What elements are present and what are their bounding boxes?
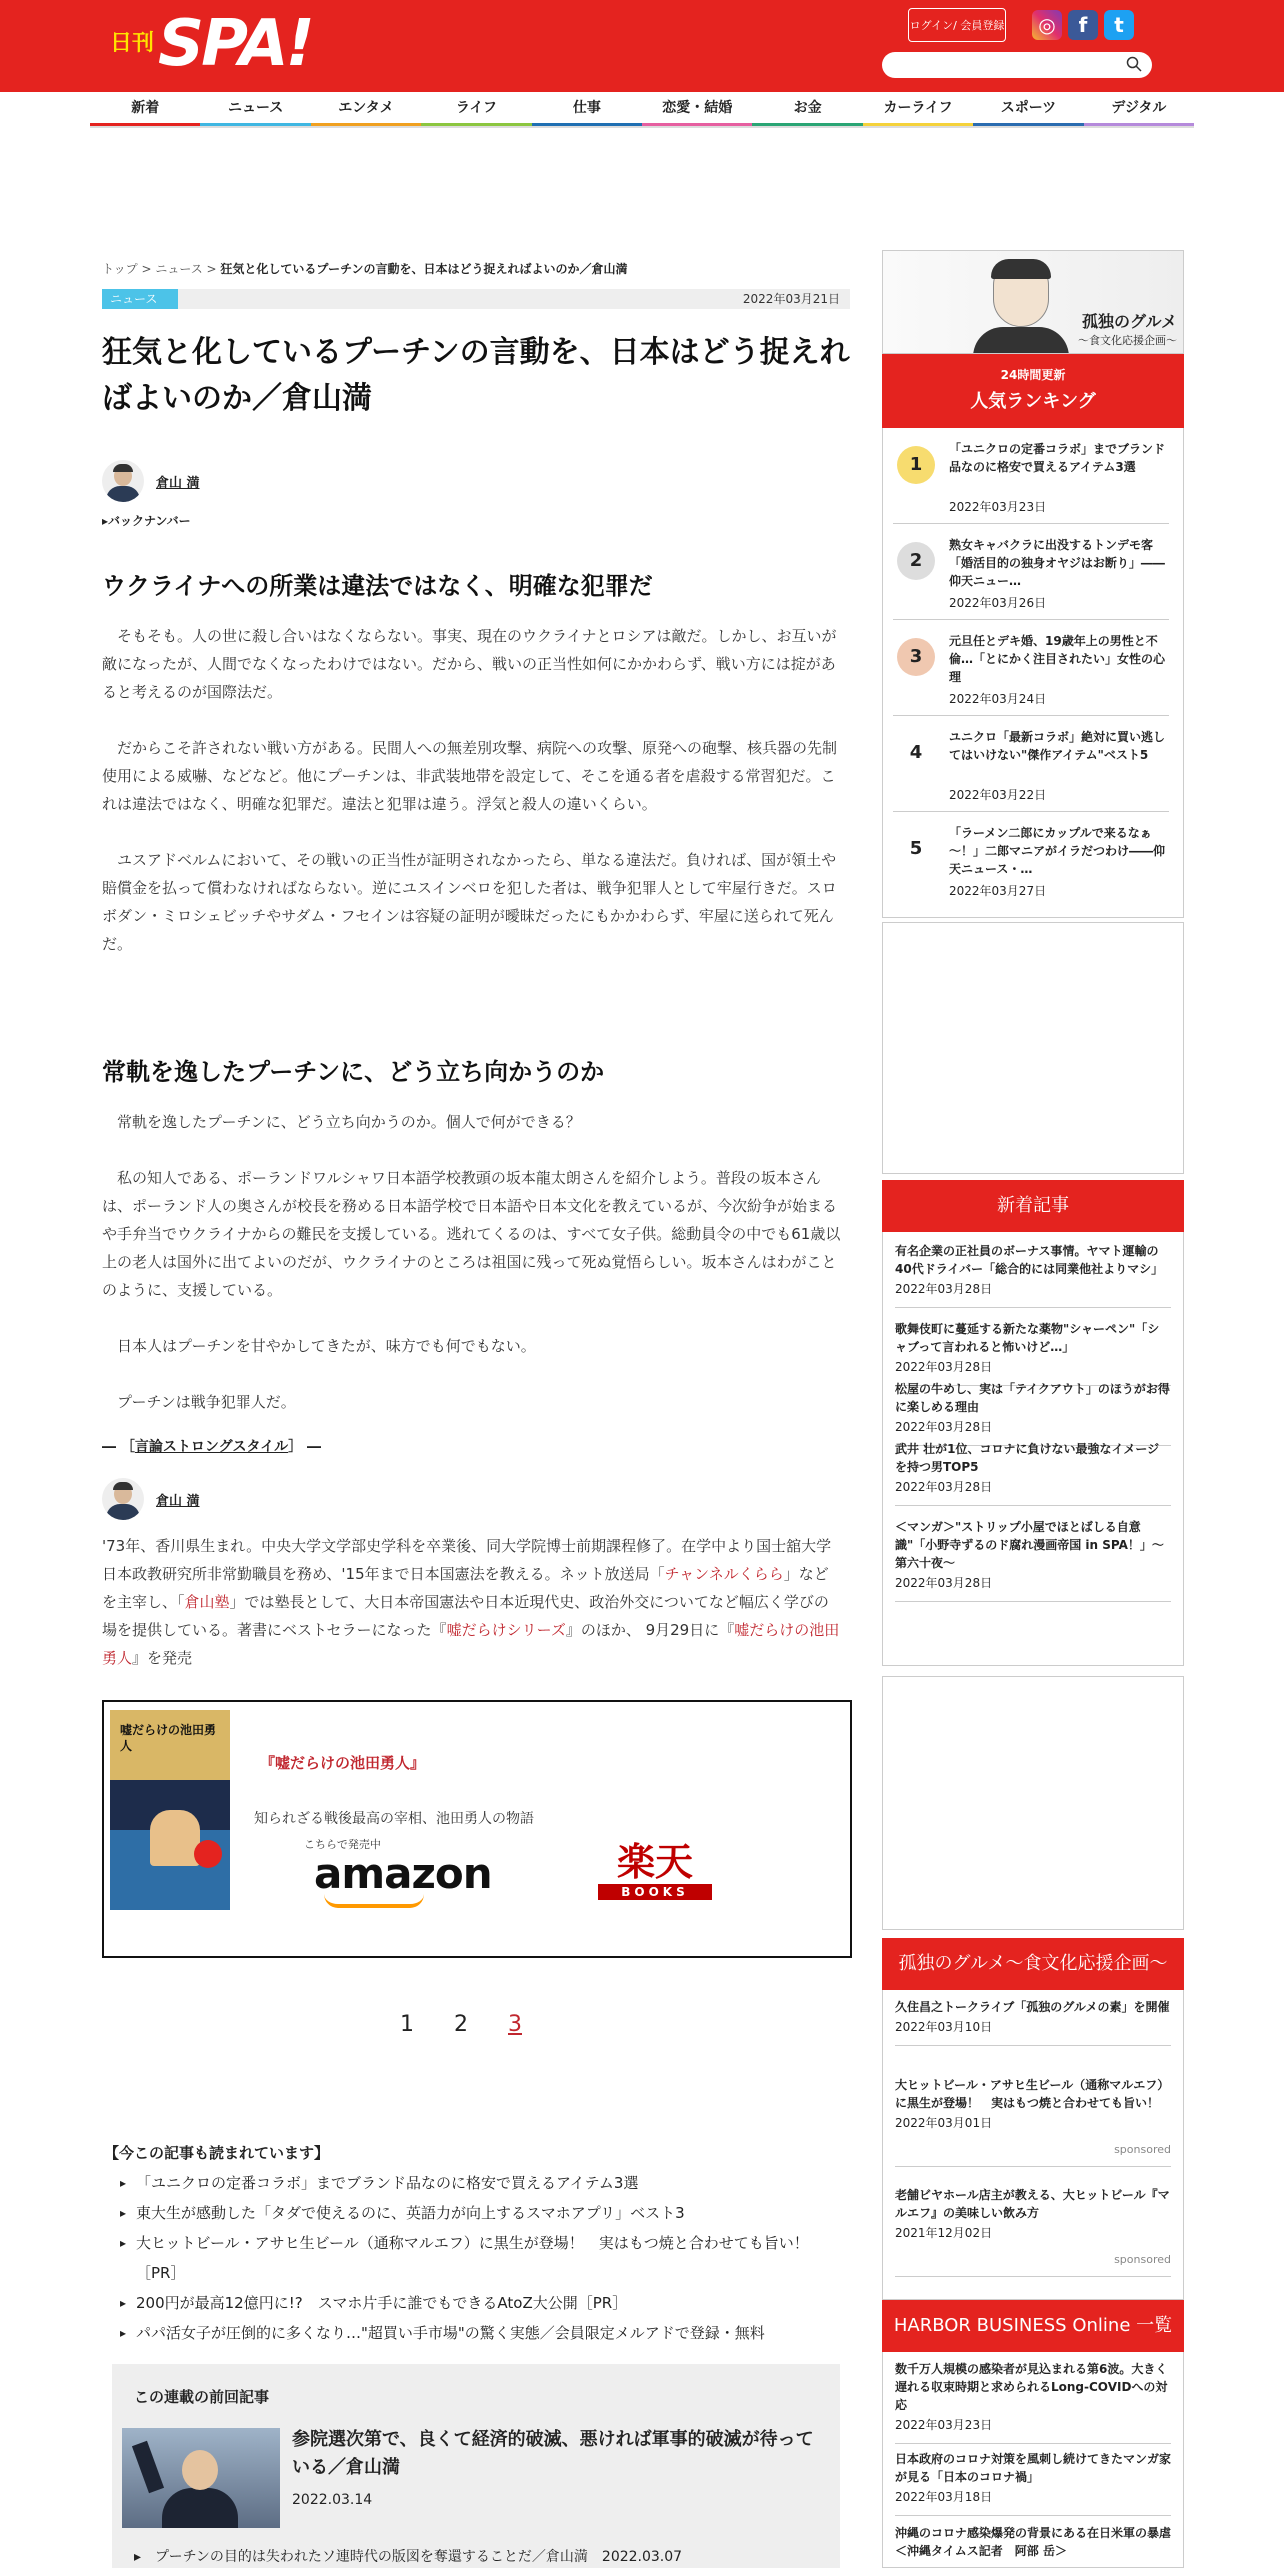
ad-slot[interactable] [882, 1676, 1184, 1930]
search-input[interactable] [882, 52, 1152, 78]
book-description: 知られざる戦後最高の宰相、池田勇人の物語 [254, 1811, 534, 1827]
related-item[interactable]: ▸ 大ヒットビール・アサヒ生ビール（通称マルエフ）に黒生が登場！ 実はもつ焼と合わせても旨い！［PR］ [110, 2228, 850, 2288]
hb-item-title: 数千万人規模の感染者が見込まれる第6波。大きく遅れる収束時期と求められるLong-COVIDへの対応 [895, 2362, 1168, 2412]
harbor-business-list [882, 2352, 1184, 2568]
section-heading-2: 常軌を逸したプーチンに、どう立ち向かうのか [102, 1058, 605, 1086]
hb-item-date: 2022年03月18日 [895, 2490, 993, 2504]
breadcrumb-sep: > [202, 262, 221, 276]
book-cover-image[interactable] [110, 1710, 230, 1910]
section-heading-1: ウクライナへの所業は違法ではなく、明確な犯罪だ [102, 572, 653, 600]
banner-text [1078, 309, 1177, 348]
rakuten-logo: 楽天 [616, 1840, 693, 1884]
new-article-item[interactable] [895, 1380, 1171, 1446]
kodoku-gourmet-list [882, 1990, 1184, 2300]
rank-number: 4 [897, 734, 935, 772]
author-row [102, 460, 200, 502]
ranking-item-date: 2022年03月24日 [949, 692, 1047, 706]
series-bracket: ― ［ [102, 1439, 135, 1455]
related-item[interactable]: ▸ 「ユニクロの定番コラボ」までブランド品なのに格安で買えるアイテム3選 [110, 2168, 850, 2198]
previous-article-thumbnail[interactable] [122, 2428, 280, 2528]
new-article-item-title: 有名企業の正社員のボーナス事情。ヤマト運輸の40代ドライバー「総合的には同業他社よりマシ」 [895, 1244, 1164, 1276]
breadcrumb-sep: > [137, 262, 156, 276]
amazon-caption: こちらで発売中 [304, 1838, 381, 1851]
rakuten-books-label: BOOKS [598, 1884, 712, 1900]
ranking-item-title: 「ユニクロの定番コラボ」までブランド品なのに格安で買えるアイテム3選 [949, 442, 1166, 474]
bio-link[interactable]: チャンネルくらら [664, 1565, 784, 1583]
category-label[interactable]: ニュース [102, 289, 178, 309]
ranking-header [882, 354, 1184, 428]
kodoku-item-date: 2022年03月10日 [895, 2020, 993, 2034]
ranking-item[interactable] [893, 524, 1169, 620]
new-article-item[interactable] [895, 1320, 1171, 1386]
previous-article-date: 2022.03.14 [292, 2492, 373, 2508]
new-article-item-title: 武井 壮が1位、コロナに負けない最強なイメージを持つ男TOP5 [895, 1442, 1160, 1474]
bio-link[interactable]: 倉山塾 [184, 1593, 230, 1611]
ranking-item-title: 「ラーメン二郎にカップルで来るなぁ～！」二郎マニアがイラだつわけ――仰天ニュース・… [949, 826, 1166, 876]
related-item[interactable]: ▸ パパ活女子が圧倒的に多くなり…"超買い手市場"の驚く実態／会員限定メルアドで登録・無料 [110, 2318, 850, 2348]
related-heading: 【今この記事も読まれています】 [104, 2144, 330, 2162]
book-cover-title: 嘘だらけの池田勇人 [120, 1723, 217, 1753]
new-article-item-title: 松屋の牛めし、実は「テイクアウト」のほうがお得に楽しめる理由 [895, 1382, 1170, 1414]
kodoku-item-title: 老舗ビヤホール店主が教える、大ヒットビール『マルエフ』の美味しい飲み方 [895, 2188, 1170, 2220]
kodoku-item-title: 大ヒットビール・アサヒ生ビール（通称マルエフ）に黒生が登場！ 実はもつ焼と合わせても旨い！ [895, 2078, 1170, 2110]
bio-text: 」では塾長として、大日本帝国憲法や日本近現代史、政治外交についてなど幅広く学びの場を提供している。著書にベストセラーになった『 [102, 1593, 829, 1639]
nav-item[interactable]: 新着 [90, 92, 200, 126]
breadcrumb-top[interactable]: トップ [102, 262, 138, 276]
ranking-item-date: 2022年03月27日 [949, 884, 1047, 898]
sponsored-label: sponsored [1114, 2143, 1171, 2156]
banner-illustration [973, 261, 1063, 354]
nav-item[interactable]: ライフ [421, 92, 531, 126]
rakuten-books-button[interactable] [598, 1840, 712, 1904]
new-article-item-date: 2022年03月28日 [895, 1360, 993, 1374]
series-link[interactable]: 言論ストロングスタイル [134, 1439, 289, 1455]
page-link-current[interactable]: 3 [508, 2012, 522, 2037]
nav-item[interactable]: 仕事 [532, 92, 642, 126]
series-tag [102, 1436, 321, 1456]
avatar[interactable] [102, 460, 144, 502]
site-logo[interactable] [110, 7, 312, 81]
ranking-item[interactable] [893, 620, 1169, 716]
new-article-item[interactable] [895, 1440, 1171, 1506]
nav-item[interactable]: お金 [752, 92, 862, 126]
ranking-item-date: 2022年03月23日 [949, 500, 1047, 514]
ranking-item-title: 元旦任とデキ婚、19歳年上の男性と不倫…「とにかく注目されたい」女性の心理 [949, 634, 1166, 684]
ranking-list [882, 428, 1184, 918]
article-meta [102, 289, 850, 309]
new-articles-list [882, 1232, 1184, 1666]
ranking-item-title: 熟女キャバクラに出没するトンデモ客「婚活目的の独身オヤジはお断り」――仰天ニュー… [949, 538, 1165, 588]
new-article-item-date: 2022年03月28日 [895, 1576, 993, 1590]
ranking-item[interactable] [893, 812, 1169, 908]
avatar[interactable] [102, 1478, 144, 1520]
article-paragraph: そもそも。人の世に殺し合いはなくならない。事実、現在のウクライナとロシアは敵だ。しかし、お互いが敵になったが、人間でなくなったわけではない。だから、戦いの正当性如何にかかわらず、戦い方には掟があると考えるのが国際法だ。 [102, 627, 837, 701]
hb-item-title: 沖縄のコロナ感染爆発の背景にある在日米軍の暴虐＜沖縄タイムス記者 阿部 岳＞ [895, 2526, 1172, 2558]
author-link[interactable]: 倉山 満 [156, 1493, 200, 1509]
page-link[interactable]: 1 [400, 2012, 414, 2037]
sponsored-label: sponsored [1114, 2253, 1171, 2266]
ranking-update-label: 24時間更新 [1000, 368, 1066, 382]
instagram-icon[interactable]: ◎ [1032, 10, 1062, 40]
previous-article-heading: この連載の前回記事 [134, 2388, 270, 2406]
article-paragraph: プーチンは戦争犯罪人だ。 [117, 1393, 296, 1411]
logo-spa: SPA! [158, 7, 312, 81]
ranking-item[interactable] [893, 716, 1169, 812]
search-icon[interactable] [1126, 56, 1142, 72]
new-article-item-title: ＜マンガ＞"ストリップ小屋でほとばしる自意識"「小野寺ずるのド腐れ漫画帝国 in SPA！」～第六十夜～ [895, 1520, 1164, 1570]
nav-item[interactable]: 恋愛・結婚 [642, 92, 752, 126]
related-item[interactable]: ▸ 200円が最高12億円に!? スマホ片手に誰でもできるAtoZ大公開［PR］ [110, 2288, 850, 2318]
ranking-item[interactable] [893, 428, 1169, 524]
page-title: 狂気と化しているプーチンの言動を、日本はどう捉えればよいのか／倉山満 [102, 335, 850, 416]
banner-title: 孤独のグルメ [1081, 312, 1177, 331]
author-row [102, 1478, 200, 1520]
header-bar [0, 0, 1284, 92]
login-button[interactable]: ログイン/ 会員登録 [908, 8, 1006, 42]
pagination [400, 2012, 522, 2037]
ranking-item-date: 2022年03月26日 [949, 596, 1047, 610]
new-article-item[interactable] [895, 1518, 1171, 1602]
amazon-button[interactable] [304, 1836, 492, 1912]
bio-link[interactable]: 嘘だらけシリーズ [446, 1621, 566, 1639]
kodoku-gourmet-header: 孤独のグルメ～食文化応援企画～ [882, 1938, 1184, 1990]
bio-link[interactable]: 嘘だらけの池田勇人 [102, 1621, 840, 1667]
twitter-icon[interactable]: t [1104, 10, 1134, 40]
kodoku-item[interactable] [895, 2186, 1171, 2277]
book-promo [102, 1700, 852, 1958]
ranking-item-title: ユニクロ「最新コラボ」絶対に買い逃してはいけない"傑作アイテム"ベスト5 [949, 730, 1166, 762]
kodoku-item-date: 2021年12月02日 [895, 2226, 993, 2240]
hb-item[interactable] [895, 2524, 1171, 2568]
facebook-icon[interactable]: f [1068, 10, 1098, 40]
new-article-item[interactable] [895, 1242, 1171, 1308]
kodoku-item-date: 2022年03月01日 [895, 2116, 993, 2130]
related-item[interactable]: ▸ 東大生が感動した「タダで使えるのに、英語力が向上するスマホアプリ」ベスト3 [110, 2198, 850, 2228]
rank-number: 5 [897, 830, 935, 868]
kodoku-item-title: 久住昌之トークライブ「孤独のグルメの素」を開催 [895, 2000, 1170, 2014]
page-link[interactable]: 2 [454, 2012, 468, 2037]
rank-number: 1 [897, 446, 935, 484]
article-paragraph: だからこそ許されない戦い方がある。民間人への無差別攻撃、病院への攻撃、原発への砲撃、核兵器の先制使用による威嚇、などなど。他にプーチンは、非武装地帯を設定して、そこを通る者を虐殺する常習犯だ。これは違法ではなく、明確な犯罪だ。違法と犯罪は違う。浮気と殺人の違いくらい。 [102, 739, 838, 813]
new-articles-header: 新着記事 [882, 1180, 1184, 1232]
breadcrumb-news[interactable]: ニュース [155, 262, 203, 276]
previous-article-box [112, 2364, 840, 2568]
book-title-link[interactable]: 『嘘だらけの池田勇人』 [260, 1754, 426, 1772]
kodoku-item[interactable] [895, 2076, 1171, 2167]
bio-text: 」などを主宰し、「 [102, 1565, 829, 1611]
older-article-link[interactable]: ▸ プーチンの目的は失われたソ連時代の版図を奪還することだ／倉山満 2022.03.07 [134, 2549, 683, 2565]
article-paragraph: 私の知人である、ポーランドワルシャワ日本語学校教頭の坂本龍太朗さんを紹介しよう。普段の坂本さんは、ポーランド人の奥さんが校長を務める日本語学校で日本語や日本文化を教えているが、今次紛争が始まるや手弁当でウクライナからの難民を支援している。逃れてくるのは、すべて女子供。総動員令の中でも61歳以上の老人は国外に出てよいのだが、ウクライナのところは祖国に残って死ぬ覚悟らしい。坂本さんはわがことのように、支援している。 [102, 1169, 841, 1299]
nav-item[interactable]: ニュース [200, 92, 310, 126]
kodoku-gourmet-banner[interactable] [882, 250, 1184, 354]
related-list [110, 2168, 850, 2348]
article-paragraph: 日本人はプーチンを甘やかしてきたが、味方でも何でもない。 [117, 1337, 536, 1355]
ranking-item-date: 2022年03月22日 [949, 788, 1047, 802]
global-nav [90, 92, 1194, 128]
rank-number: 3 [897, 638, 935, 676]
new-article-item-title: 歌舞伎町に蔓延する新たな薬物"シャーペン"「シャブって言われると怖いけど…」 [895, 1322, 1160, 1354]
rank-number: 2 [897, 542, 935, 580]
hb-item-title: 日本政府のコロナ対策を風刺し続けてきたマンガ家が見る「日本のコロナ禍」 [895, 2452, 1172, 2484]
article-paragraph: 常軌を逸したプーチンに、どう立ち向かうのか。個人で何ができる？ [117, 1113, 581, 1131]
nav-item[interactable]: スポーツ [973, 92, 1083, 126]
author-link[interactable]: 倉山 満 [156, 475, 200, 491]
logo-nikkan: 日刊 [110, 31, 155, 56]
new-article-item-date: 2022年03月28日 [895, 1480, 993, 1494]
bio-text: 』のほか、 9月29日に『 [565, 1621, 735, 1639]
new-article-item-date: 2022年03月28日 [895, 1420, 993, 1434]
hb-item-date: 2022年03月23日 [895, 2418, 993, 2432]
backnumber-link[interactable]: ▸バックナンバー [102, 514, 191, 528]
previous-article-link[interactable]: 参院選次第で、良くて経済的破滅、悪ければ軍事的破滅が待っている／倉山満 [292, 2429, 814, 2478]
nav-item[interactable]: デジタル [1084, 92, 1194, 126]
ad-slot[interactable] [882, 922, 1184, 1174]
article-paragraph: ユスアドベルムにおいて、その戦いの正当性が証明されなかったら、単なる違法だ。負ければ、国が領土や賠償金を払って償わなければならない。逆にユスインベロを犯した者は、戦争犯罪人として牢屋行きだ。スロボダン・ミロシェビッチやサダム・フセインは容疑の証明が曖昧だったにもかかわらず、牢屋に送られて死んだ。 [102, 851, 837, 953]
kodoku-item[interactable] [895, 1998, 1171, 2046]
ranking-title: 人気ランキング [970, 391, 1096, 412]
harbor-business-header: HARBOR BUSINESS Online 一覧 [882, 2300, 1184, 2352]
amazon-smile-icon [324, 1894, 424, 1908]
nav-item[interactable]: エンタメ [311, 92, 421, 126]
breadcrumb-current: 狂気と化しているプーチンの言動を、日本はどう捉えればよいのか／倉山満 [220, 262, 628, 276]
breadcrumb [102, 260, 627, 277]
bio-text: 』を発売 [132, 1649, 193, 1667]
hb-item[interactable] [895, 2360, 1171, 2444]
series-bracket: ］ ― [288, 1439, 322, 1455]
banner-subtitle: 〜食文化応援企画〜 [1078, 334, 1177, 347]
article-date: 2022年03月21日 [742, 292, 840, 306]
new-article-item-date: 2022年03月28日 [895, 1282, 993, 1296]
amazon-logo: amazon [314, 1849, 492, 1898]
author-bio [102, 1532, 842, 1672]
nav-item[interactable]: カーライフ [863, 92, 973, 126]
bio-text: '73年、香川県生まれ。中央大学文学部史学科を卒業後、同大学院博士前期課程修了。在学中より国士舘大学日本政教研究所非常勤職員を務め、'15年まで日本国憲法を教える。ネット放送局「 [102, 1537, 832, 1583]
hb-item[interactable] [895, 2450, 1171, 2516]
